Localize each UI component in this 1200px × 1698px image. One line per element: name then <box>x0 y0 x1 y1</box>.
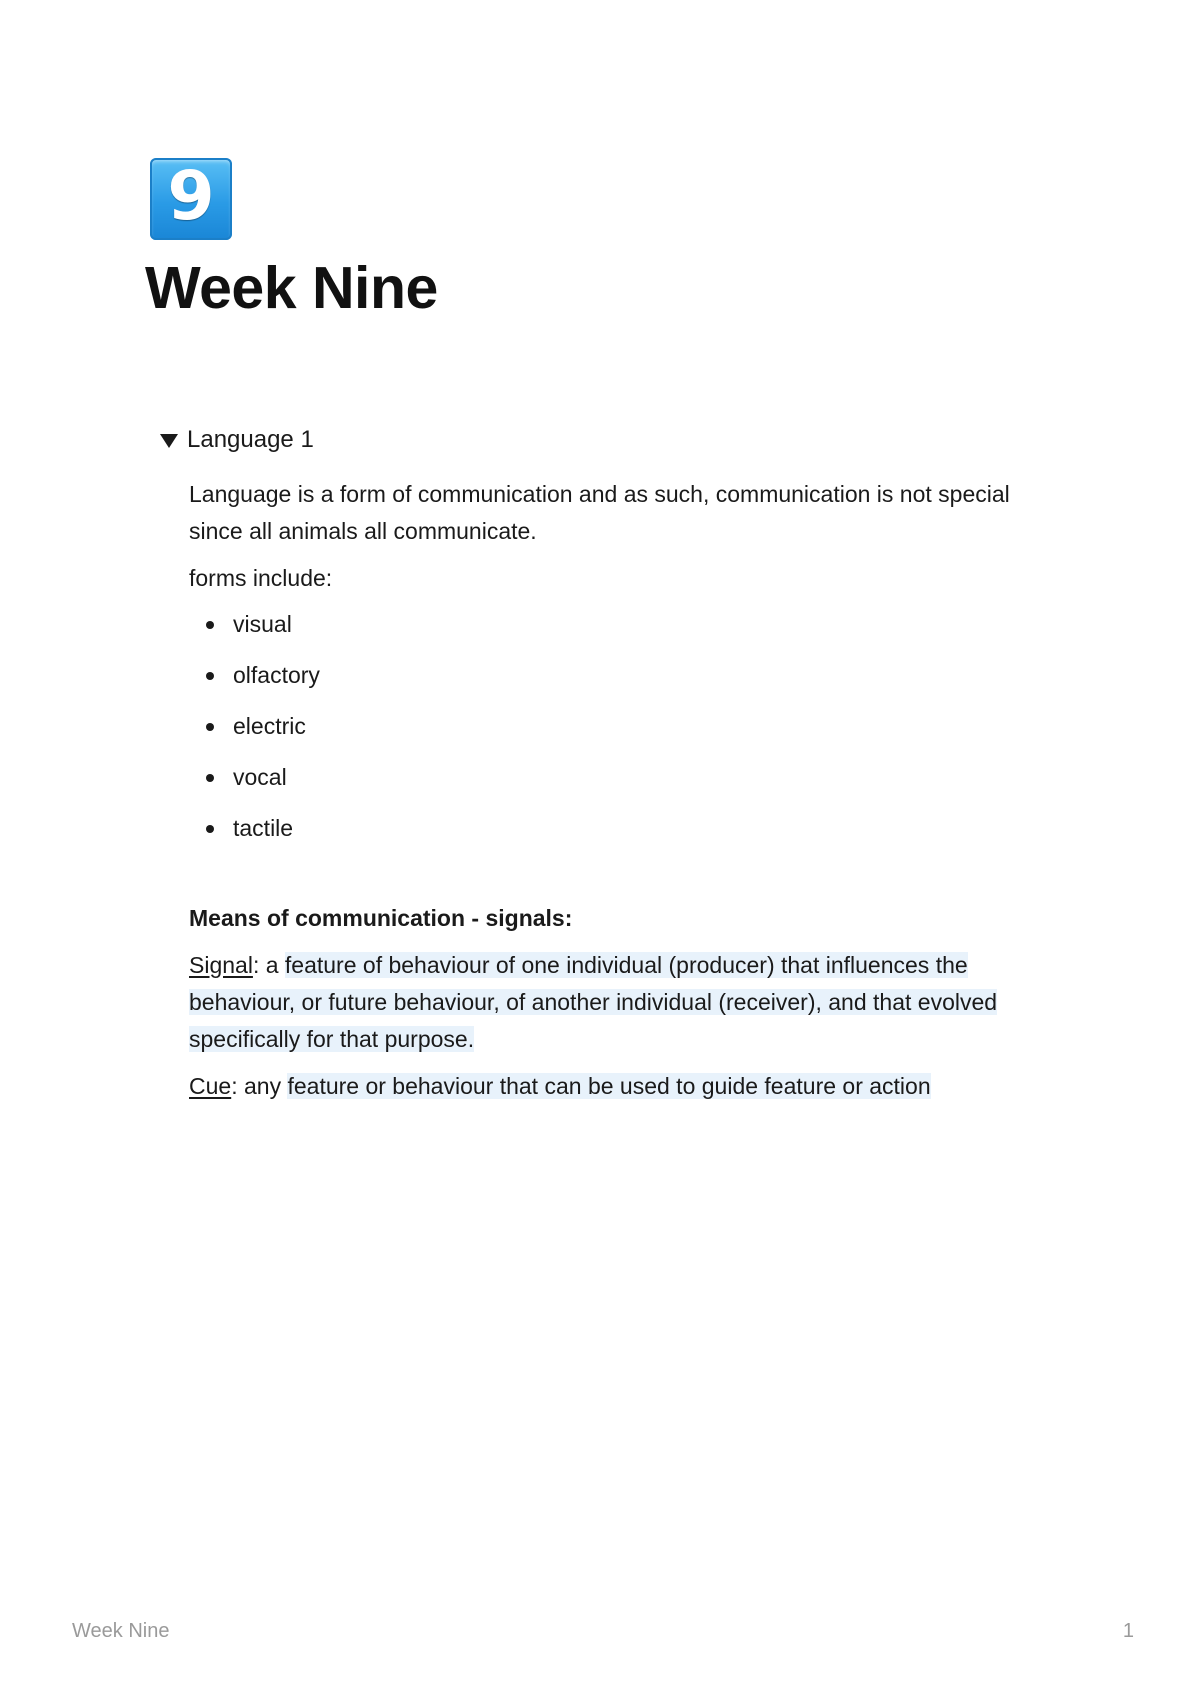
cue-prefix: : any <box>231 1073 288 1099</box>
page-title: Week Nine <box>145 255 438 321</box>
list-item-text: tactile <box>233 815 294 841</box>
cue-term: Cue <box>189 1073 232 1099</box>
cue-definition <box>189 1068 1069 1105</box>
bullet-icon <box>206 621 214 629</box>
list-item-text: visual <box>233 611 292 637</box>
bullet-icon <box>206 774 214 782</box>
triangle-down-icon[interactable] <box>160 434 178 448</box>
list-item-text: vocal <box>233 764 287 790</box>
list-item-text: olfactory <box>233 662 320 688</box>
list-item-text: electric <box>233 713 306 739</box>
keycap-nine-icon <box>150 158 232 240</box>
signal-term: Signal <box>189 952 253 978</box>
list-item <box>189 657 1069 708</box>
keycap-nine-glyph: 9 <box>167 157 215 236</box>
bullet-icon <box>206 672 214 680</box>
signal-highlight: feature of behaviour of one individual (producer) that influences the behaviour, or future behaviour, of another individual (receiver), and that evolved specifically for that purpose. <box>189 952 998 1052</box>
cue-highlight: feature or behaviour that can be used to guide feature or action <box>287 1073 931 1099</box>
forms-list <box>189 606 1069 861</box>
signal-definition <box>189 947 1069 1058</box>
bullet-icon <box>206 825 214 833</box>
forms-label: forms include: <box>189 565 333 591</box>
signal-prefix: : a <box>252 952 285 978</box>
toggle-content <box>189 476 1069 1105</box>
toggle-label: Language 1 <box>187 426 314 453</box>
list-item <box>189 759 1069 810</box>
list-item <box>189 708 1069 759</box>
list-item <box>189 810 1069 861</box>
intro-paragraph: Language is a form of communication and as such, communication is not special since all animals all communicate. <box>189 481 1010 544</box>
toggle-language-1[interactable] <box>160 428 314 452</box>
list-item <box>189 606 1069 657</box>
footer-title: Week Nine <box>72 1620 170 1642</box>
footer-page-number: 1 <box>1122 1620 1134 1642</box>
signals-heading: Means of communication - signals: <box>189 905 573 931</box>
bullet-icon <box>206 723 214 731</box>
